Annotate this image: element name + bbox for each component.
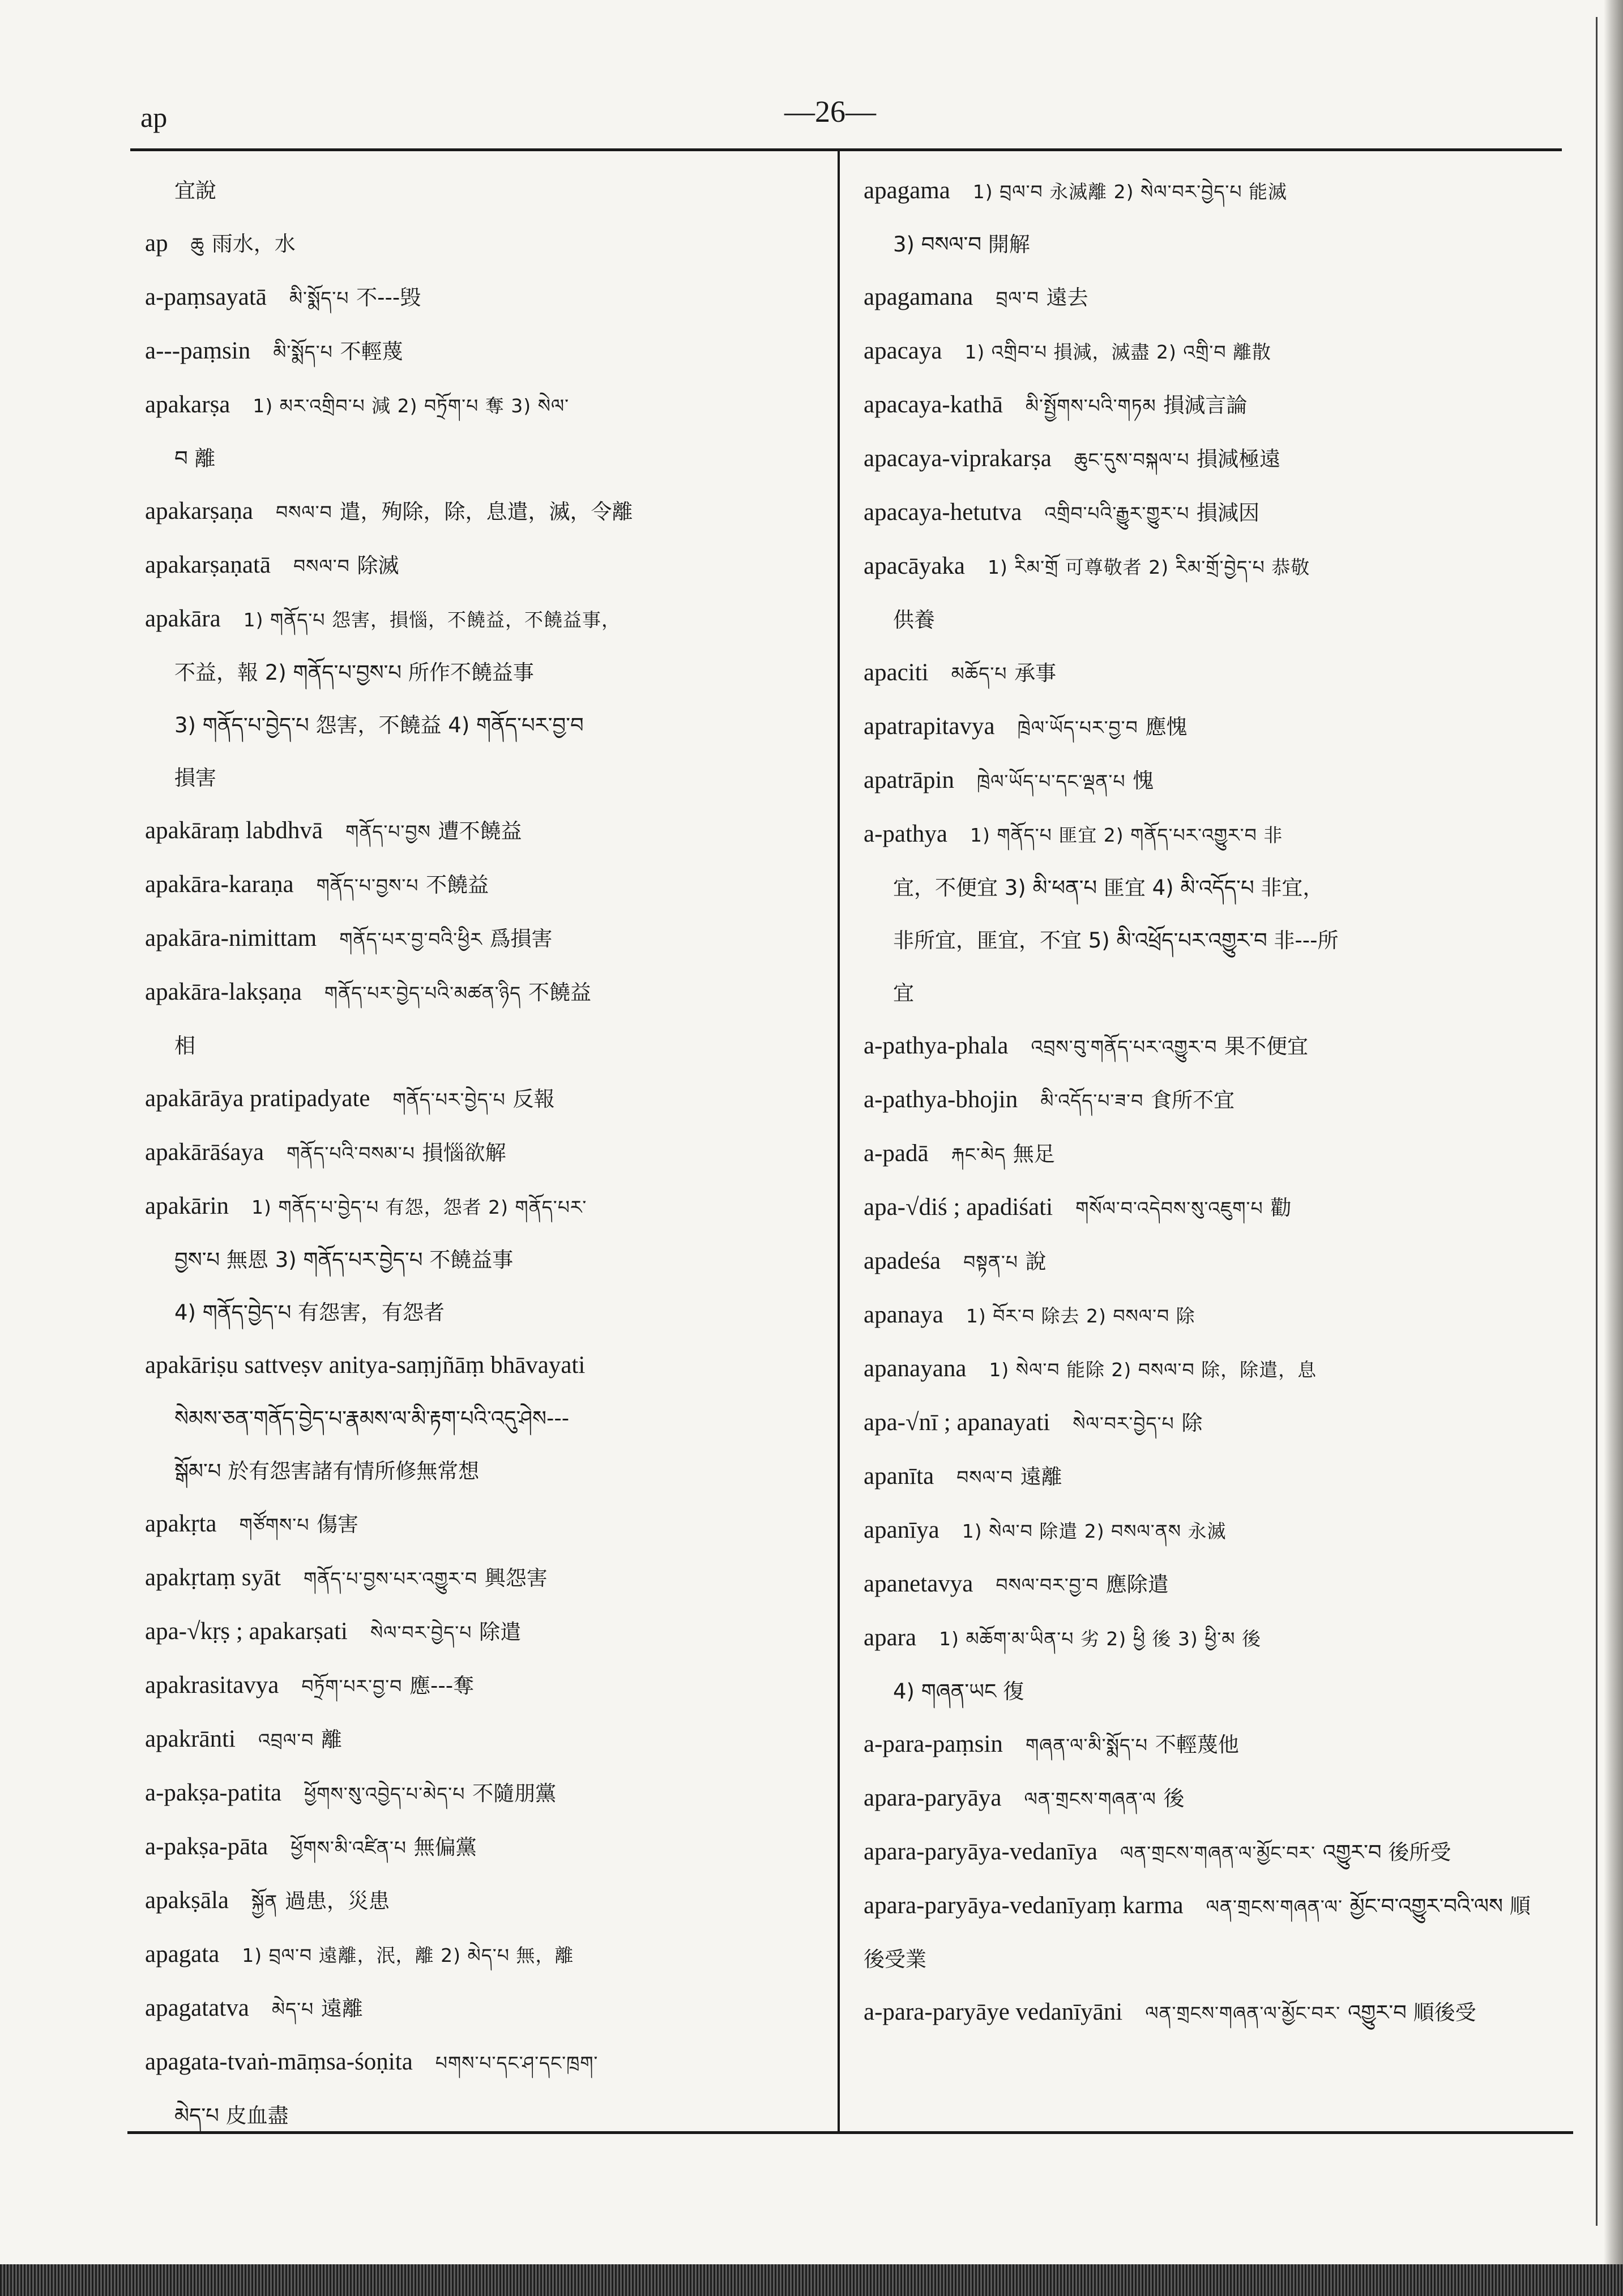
- entry-headword: apakrasitavya: [145, 1672, 279, 1698]
- entry-translation: 除: [1181, 1411, 1203, 1435]
- entry-tibetan: མེད་པ: [271, 1998, 314, 2020]
- entry-tibetan: 1) འགྲིབ་པ 損減，滅盡 2) འགྲི་བ 離散: [964, 341, 1271, 363]
- dictionary-entry: [145, 325, 819, 378]
- entry-headword: apakarṣa: [145, 391, 230, 418]
- dictionary-entry: [864, 1127, 1543, 1181]
- dictionary-entry: [864, 378, 1543, 432]
- entry-tibetan: ལན་གྲངས་གཞན་ལ: [1024, 1788, 1156, 1810]
- entry-tibetan: 1) སེལ་བ 能除 2) བསལ་བ 除，除遣，息: [989, 1359, 1317, 1381]
- dictionary-entry: [145, 1445, 819, 1497]
- dictionary-entry: [145, 217, 819, 271]
- entry-translation: 爲損害: [489, 927, 553, 951]
- entry-headword: apakāraṃ labdhvā: [145, 817, 323, 844]
- entry-tibetan: མི་འདོད་པ་ཟ་བ: [1040, 1090, 1144, 1112]
- entry-headword: a-para-paṃsin: [864, 1731, 1003, 1757]
- column-divider: [838, 151, 840, 2133]
- entry-tibetan: བྲལ་བ: [996, 287, 1039, 309]
- scan-edge-shadow: [1604, 0, 1623, 2296]
- dictionary-entry: [864, 1181, 1543, 1235]
- entry-headword: apakarṣaṇa: [145, 498, 253, 524]
- entry-tibetan: སེལ་བར་བྱེད་པ: [370, 1621, 472, 1644]
- entry-translation: འགྱུར་བ 順後受: [1347, 2000, 1476, 2025]
- entry-headword: a-pathya: [864, 821, 948, 847]
- entry-translation: 不饒益: [426, 873, 489, 897]
- entry-translation: 說: [1025, 1249, 1047, 1274]
- entry-translation: 承事: [1014, 661, 1057, 685]
- entry-headword: ap: [145, 230, 168, 257]
- entry-headword: apakarṣaṇatā: [145, 552, 271, 578]
- entry-tibetan: གཞན་ལ་མི་སྨོད་པ: [1025, 1734, 1148, 1756]
- entry-tibetan: 1) བྲལ་བ 永滅離 2) སེལ་བར་བྱེད་པ 能滅: [972, 181, 1288, 203]
- dictionary-entry: [145, 1497, 819, 1551]
- entry-translation: 遣，殉除，除，息遣，滅，令離: [339, 500, 633, 524]
- dictionary-entry: [864, 486, 1543, 540]
- entry-headword: apakāriṣu sattveṣv anitya-saṃjñāṃ bhāvayati: [145, 1352, 586, 1379]
- entry-translation: 除滅: [357, 553, 399, 578]
- entry-tibetan: གནོད་པར་བྱ་བའི་ཕྱིར: [339, 928, 482, 950]
- dictionary-entry: [145, 1126, 819, 1180]
- entry-tibetan: མི་སྨོད་པ: [273, 341, 333, 363]
- dictionary-entry: [145, 1982, 819, 2035]
- dictionary-entry: [864, 967, 1543, 1019]
- entry-headword: apagamana: [864, 284, 973, 310]
- entry-continuation: 宜說: [174, 178, 216, 203]
- entry-headword: apakāra-nimittam: [145, 925, 317, 951]
- entry-tibetan: གནོད་པ་བྱས་པ: [316, 874, 419, 897]
- entry-tibetan: མི་སྨོད་པ: [289, 287, 349, 309]
- entry-translation: 過患，災患: [285, 1889, 390, 1913]
- entry-headword: a---paṃsin: [145, 338, 251, 364]
- entry-tibetan: སྐྱོན: [251, 1890, 278, 1913]
- entry-tibetan: ཕྱོགས་སུ་འབྱེད་པ་མེད་པ: [304, 1783, 465, 1805]
- dictionary-entry: [864, 1557, 1543, 1611]
- entry-headword: apanayana: [864, 1355, 967, 1382]
- entry-translation: 損減言論: [1163, 393, 1248, 417]
- dictionary-entry: [864, 1396, 1543, 1450]
- entry-headword: apakāra-karaṇa: [145, 871, 294, 898]
- entry-tibetan: གནོད་པར་བྱེད་པ: [392, 1089, 506, 1111]
- dictionary-entry: [145, 1339, 819, 1392]
- dictionary-entry: [145, 1820, 819, 1874]
- entry-headword: apatrāpin: [864, 767, 954, 793]
- entry-tibetan: འགྲིབ་པའི་རྒྱུར་གྱུར་པ: [1044, 502, 1190, 524]
- dictionary-entry: [864, 325, 1543, 378]
- entry-tibetan: 1) མར་འགྲིབ་པ 減 2) བཏྲོག་པ 奪 3) སེལ་: [253, 395, 570, 417]
- entry-headword: a-para-paryāye vedanīyāni: [864, 1999, 1123, 2025]
- entry-tibetan: བཏྲོག་པར་བྱ་བ: [301, 1675, 403, 1697]
- entry-headword: apacaya-kathā: [864, 391, 1003, 418]
- dictionary-entry: [145, 1659, 819, 1713]
- entry-translation: 應除遣: [1105, 1572, 1169, 1597]
- entry-tibetan: གཙོགས་པ: [239, 1514, 310, 1536]
- entry-translation: 損惱欲解: [422, 1141, 506, 1165]
- entry-headword: apara-paryāya: [864, 1785, 1002, 1811]
- entry-tibetan: བསལ་བ: [275, 501, 332, 523]
- entry-tibetan: གནོད་པར་བྱེད་པའི་མཚན་ཉིད: [324, 982, 522, 1004]
- entry-translation: 不輕蔑: [340, 339, 403, 364]
- entry-tibetan: 1) བོར་བ 除去 2) བསལ་བ 除: [966, 1305, 1195, 1327]
- entry-translation: 無足: [1013, 1142, 1055, 1166]
- dictionary-entry: [864, 700, 1543, 754]
- dictionary-entry: [864, 432, 1543, 486]
- dictionary-entry: [145, 1551, 819, 1605]
- dictionary-entry: [864, 1288, 1543, 1342]
- dictionary-entry: [145, 1713, 819, 1766]
- dictionary-entry: [864, 1825, 1543, 1879]
- entry-translation: འགྱུར་བ 後所受: [1322, 1840, 1451, 1864]
- dictionary-entry: [145, 539, 819, 592]
- dictionary-entry: [864, 1504, 1543, 1557]
- entry-tibetan: ལན་གྲངས་གཞན་ལ་མྱོང་བར་: [1120, 1842, 1316, 1864]
- entry-tibetan: འབྲས་བུ་གནོད་པར་འགྱུར་བ: [1031, 1036, 1218, 1058]
- entry-continuation: 4) གནོད་བྱེད་པ 有怨害，有怨者: [174, 1300, 445, 1325]
- dictionary-entry: [145, 1766, 819, 1820]
- entry-headword: apacaya: [864, 338, 942, 364]
- entry-headword: apacaya-viprakarṣa: [864, 445, 1052, 472]
- right-column: [864, 164, 1543, 2039]
- entry-tibetan: 1) རིམ་གྲོ 可尊敬者 2) རིམ་གྲོ་བྱེད་པ 恭敬: [988, 556, 1310, 578]
- entry-continuation: 宜: [893, 981, 914, 1005]
- entry-translation: 4) གཞན་ཡང 復: [893, 1679, 1024, 1704]
- entry-headword: apa-√diś ; apadiśati: [864, 1194, 1053, 1220]
- entry-headword: a-pakṣa-patita: [145, 1779, 282, 1806]
- entry-headword: a-padā: [864, 1140, 929, 1167]
- dictionary-entry: [145, 485, 819, 539]
- entry-translation: 不饒益: [528, 980, 591, 1005]
- entry-continuation: 非所宜，匪宜，不宜 5) མི་འཕྲོད་པར་འགྱུར་བ 非---所: [893, 928, 1339, 953]
- entry-translation: 除遣: [479, 1620, 522, 1644]
- dictionary-entry: [864, 271, 1543, 325]
- entry-headword: a-pathya-phala: [864, 1032, 1009, 1059]
- dictionary-entry: [145, 164, 819, 217]
- entry-tibetan: སེལ་བར་བྱེད་པ: [1073, 1412, 1174, 1435]
- dictionary-entry: [864, 1879, 1543, 1986]
- dictionary-entry: [864, 540, 1543, 646]
- entry-headword: apakāra: [145, 605, 221, 632]
- left-column: [145, 164, 819, 2142]
- entry-translation: བ 離: [174, 446, 216, 471]
- entry-headword: apadeśa: [864, 1248, 941, 1274]
- entry-headword: apanaya: [864, 1301, 943, 1328]
- entry-tibetan: 1) མཆོག་མ་ཡིན་པ 劣 2) ཕྱི 後 3) ཕྱི་མ 後: [939, 1628, 1261, 1650]
- dictionary-entry: [864, 808, 1543, 914]
- dictionary-entry: [864, 1718, 1543, 1772]
- entry-headword: apara: [864, 1624, 917, 1651]
- entry-headword: a-pathya-bhojin: [864, 1086, 1018, 1113]
- dictionary-entry: [145, 1286, 819, 1339]
- dictionary-entry: [145, 1180, 819, 1286]
- entry-translation: 3) བསལ་བ 開解: [893, 232, 1030, 257]
- dictionary-entry: [864, 1019, 1543, 1073]
- entry-headword: apara-paryāya-vedanīyaṃ karma: [864, 1892, 1184, 1919]
- entry-continuation: 3) གནོད་པ་བྱེད་པ 怨害，不饒益 4) གནོད་པར་བྱ་བ: [174, 713, 584, 737]
- entry-tibetan: 1) སེལ་བ 除遣 2) བསལ་ནས 永滅: [962, 1520, 1227, 1542]
- dictionary-entry: [145, 378, 819, 485]
- entry-headword: apacaya-hetutva: [864, 499, 1022, 526]
- entry-headword: apakṣāla: [145, 1887, 229, 1914]
- entry-tibetan: ཁྲེལ་ཡོད་པ་དང་ལྡན་པ: [976, 770, 1126, 792]
- entry-translation: 興怨害: [484, 1566, 548, 1590]
- entry-translation: 不---毁: [356, 285, 421, 310]
- entry-tibetan: ཆུ: [190, 233, 205, 255]
- entry-translation: མྱོང་བ་འགྱུར་བའི་ལས 順後受業: [864, 1894, 1531, 1971]
- dictionary-entry: [145, 271, 819, 325]
- dictionary-entry: [145, 1605, 819, 1659]
- entry-translation: 離: [321, 1727, 343, 1752]
- entry-continuation: 損害: [174, 766, 216, 790]
- entry-headword: apakṛta: [145, 1510, 217, 1537]
- dictionary-entry: [145, 2035, 819, 2089]
- entry-translation: 遠去: [1046, 285, 1088, 310]
- dictionary-entry: [145, 592, 819, 699]
- entry-translation: 不隨朋黨: [472, 1781, 557, 1806]
- entry-tibetan: བསྟན་པ: [963, 1251, 1018, 1273]
- dictionary-entry: [145, 1019, 819, 1072]
- entry-tibetan: གནོད་པ་བྱས: [345, 821, 431, 843]
- dictionary-entry: [864, 646, 1543, 700]
- entry-tibetan: 1) གནོད་པ 怨害，損惱，不饒益，不饒益事，: [243, 609, 621, 631]
- entry-headword: apatrapitavya: [864, 713, 995, 740]
- entry-translation: 遠離: [1020, 1465, 1062, 1489]
- entry-tibetan: བསལ་བ: [293, 555, 350, 577]
- entry-tibetan: 1) གནོད་པ 匪宜 2) གནོད་པར་འགྱུར་བ 非: [970, 824, 1283, 846]
- dictionary-entry: [864, 1450, 1543, 1504]
- entry-translation: 供養: [893, 608, 935, 632]
- entry-headword: apakārin: [145, 1193, 229, 1219]
- entry-translation: 宜，不便宜 3) མི་ཕན་པ 匪宜 4) མི་འདོད་པ 非宜，: [893, 876, 1324, 900]
- entry-translation: 應---奪: [409, 1674, 475, 1698]
- entry-tibetan: འབྲལ་བ: [258, 1729, 314, 1751]
- entry-translation: 遠離: [321, 1996, 363, 2021]
- dictionary-entry: [145, 699, 819, 752]
- entry-tibetan: གནོད་པའི་བསམ་པ: [287, 1142, 415, 1164]
- entry-tibetan: ཁྲེལ་ཡོད་པར་བྱ་བ: [1017, 716, 1138, 739]
- dictionary-entry: [864, 914, 1543, 967]
- entry-tibetan: པགས་པ་དང་ཤ་དང་ཁྲག་: [435, 2052, 599, 2074]
- entry-tibetan: ཕྱོགས་མི་འཛིན་པ: [291, 1837, 407, 1859]
- dictionary-entry: [864, 1772, 1543, 1825]
- dictionary-entry: [864, 1342, 1543, 1396]
- entry-headword: apakṛtaṃ syāt: [145, 1564, 281, 1591]
- entry-tibetan: མི་སྤྱོགས་པའི་གཏམ: [1025, 395, 1156, 417]
- page-number: —26—: [784, 95, 876, 129]
- entry-translation: 反報: [512, 1087, 555, 1111]
- dictionary-entry: [145, 2089, 819, 2142]
- entry-translation: 損減極遠: [1197, 447, 1281, 471]
- entry-tibetan: གནོད་པ་བྱས་པར་འགྱུར་བ: [304, 1568, 478, 1590]
- entry-headword: apa-√nī ; apanayati: [864, 1409, 1050, 1436]
- entry-headword: apagama: [864, 177, 950, 204]
- entry-continuation: སྒོམ་པ 於有怨害諸有情所修無常想: [174, 1459, 480, 1483]
- entry-tibetan: རྐང་མེད: [951, 1143, 1006, 1166]
- dictionary-entry: [864, 754, 1543, 808]
- entry-headword: apakārāya pratipadyate: [145, 1085, 370, 1112]
- entry-headword: apakārāśaya: [145, 1139, 264, 1166]
- entry-translation: 無偏黨: [413, 1835, 477, 1859]
- entry-tibetan: 1) གནོད་པ་བྱེད་པ 有怨，怨者 2) གནོད་པར་: [251, 1196, 587, 1218]
- dictionary-entry: [145, 804, 819, 858]
- entry-tibetan: ལན་གྲངས་གཞན་ལ་: [1206, 1896, 1343, 1918]
- entry-translation: 遭不饒益: [438, 819, 522, 843]
- entry-headword: apagata-tvaṅ-māṃsa-śoṇita: [145, 2049, 413, 2075]
- dictionary-entry: [145, 858, 819, 912]
- entry-headword: apanīta: [864, 1463, 934, 1490]
- dictionary-entry: [145, 1928, 819, 1982]
- entry-continuation: 相: [174, 1034, 195, 1058]
- entry-translation: 果不便宜: [1224, 1034, 1309, 1059]
- entry-headword: apagatatva: [145, 1995, 249, 2021]
- dictionary-entry: [145, 1392, 819, 1445]
- dictionary-entry: [145, 752, 819, 804]
- entry-translation: 不益，報 2) གནོད་པ་བྱས་པ 所作不饒益事: [174, 660, 534, 685]
- entry-translation: 愧: [1133, 769, 1154, 793]
- scan-bottom-band: [0, 2264, 1623, 2296]
- dictionary-entry: [864, 1073, 1543, 1127]
- entry-headword: apaciti: [864, 659, 929, 686]
- dictionary-entry: [864, 1611, 1543, 1718]
- entry-translation: 不輕蔑他: [1155, 1732, 1239, 1757]
- dictionary-entry: [864, 1235, 1543, 1288]
- dictionary-entry: [145, 1874, 819, 1928]
- entry-headword: a-pakṣa-pāta: [145, 1833, 268, 1860]
- entry-tibetan: བསལ་བར་བྱ་བ: [996, 1574, 1099, 1596]
- entry-translation: 勸: [1270, 1196, 1292, 1220]
- entry-translation: 應愧: [1145, 715, 1188, 739]
- entry-translation: 雨水，水: [211, 232, 296, 256]
- entry-tibetan: མཆོད་པ: [951, 663, 1007, 685]
- entry-headword: apakrānti: [145, 1726, 236, 1752]
- dictionary-entry: [145, 966, 819, 1019]
- entry-tibetan: ཆུང་དུས་བསྐལ་པ: [1074, 449, 1190, 471]
- entry-tibetan: གསོལ་བ་འདེབས་སུ་འཇུག་པ: [1075, 1197, 1263, 1219]
- entry-headword: apacāyaka: [864, 553, 966, 579]
- entry-headword: apakāra-lakṣaṇa: [145, 979, 302, 1005]
- dictionary-entry: [864, 164, 1543, 271]
- entry-continuation: མེད་པ 皮血盡: [174, 2103, 289, 2128]
- entry-tibetan: 1) བྲལ་བ 遠離，泯，離 2) མེད་པ 無，離: [242, 1944, 574, 1966]
- dictionary-entry: [864, 1986, 1543, 2039]
- entry-headword: apara-paryāya-vedanīya: [864, 1838, 1097, 1865]
- entry-translation: 後: [1163, 1786, 1185, 1811]
- dictionary-entry: [145, 912, 819, 966]
- entry-tibetan: ལན་གྲངས་གཞན་ལ་མྱོང་བར་: [1145, 2002, 1341, 2024]
- entry-translation: 傷害: [317, 1512, 359, 1537]
- entry-tibetan: བསལ་བ: [956, 1466, 1013, 1488]
- entry-headword: a-paṃsayatā: [145, 284, 267, 310]
- entry-headword: apanīya: [864, 1517, 939, 1543]
- top-rule: [130, 148, 1562, 151]
- dictionary-entry: [145, 1072, 819, 1126]
- entry-translation: 損減因: [1196, 501, 1259, 525]
- entry-headword: apa-√kṛṣ ; apakarṣati: [145, 1618, 348, 1645]
- entry-translation: 食所不宜: [1150, 1088, 1235, 1112]
- entry-headword: apagata: [145, 1941, 220, 1968]
- entry-continuation: སེམས་ཅན་གནོད་བྱེད་པ་རྣམས་ལ་མི་རྟག་པའི་འདུ་ཤེས---: [174, 1406, 570, 1431]
- scan-edge-line: [1596, 17, 1598, 2226]
- entry-translation: བྱས་པ 無恩 3) གནོད་པར་བྱེད་པ 不饒益事: [174, 1248, 514, 1272]
- entry-headword: apanetavya: [864, 1571, 973, 1597]
- running-head: ap: [140, 101, 168, 133]
